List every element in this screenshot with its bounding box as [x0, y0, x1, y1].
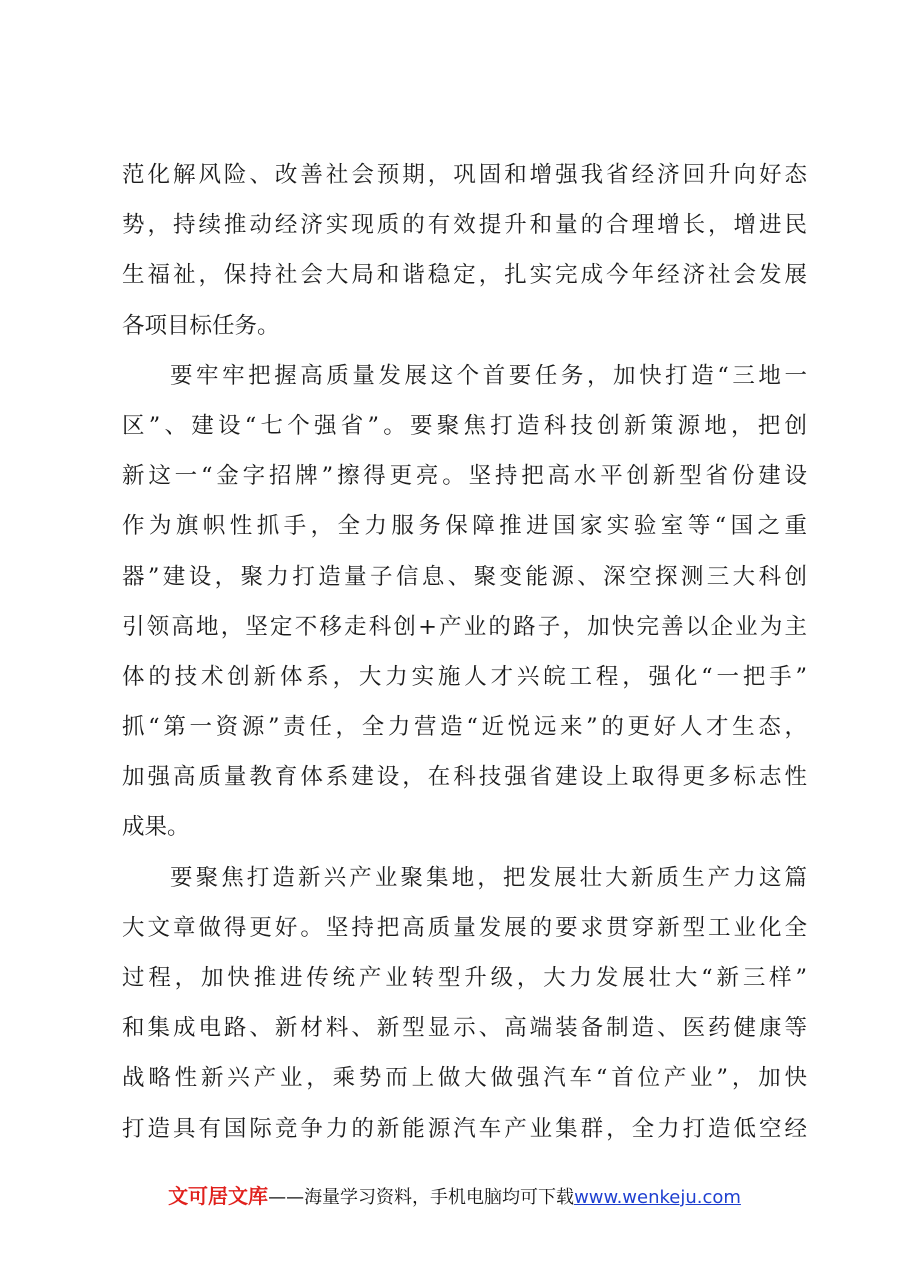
- paragraph-start-line: 要聚焦打造新兴产业聚集地，把发展壮大新质生产力这篇: [170, 864, 807, 891]
- text-line: 大文章做得更好。坚持把高质量发展的要求贯穿新型工业化全: [122, 914, 807, 941]
- text-line: 过程，加快推进传统产业转型升级，大力发展壮大“新三样”: [122, 965, 807, 991]
- footer-slogan: ——海量学习资料，手机电脑均可下载: [268, 1187, 575, 1208]
- text-line: 抓“第一资源”责任，全力营造“近悦远来”的更好人才生态，: [122, 714, 807, 741]
- text-line: 新这一“金字招牌”擦得更亮。坚持把高水平创新型省份建设: [122, 463, 807, 490]
- paragraph-start-line: 要牢牢把握高质量发展这个首要任务，加快打造“三地一: [170, 362, 807, 389]
- text-line: 引领高地，坚定不移走科创+产业的路子，加快完善以企业为主: [122, 613, 807, 640]
- text-line: 各项目标任务。: [122, 312, 280, 339]
- brand-name: 文可居文库: [168, 1184, 269, 1208]
- text-line: 成果。: [122, 814, 190, 841]
- text-line: 打造具有国际竞争力的新能源汽车产业集群，全力打造低空经: [122, 1115, 807, 1142]
- text-line: 战略性新兴产业，乘势而上做大做强汽车“首位产业”，加快: [122, 1065, 807, 1092]
- document-body: [122, 150, 807, 1154]
- text-line: 加强高质量教育体系建设，在科技强省建设上取得更多标志性: [122, 764, 807, 791]
- text-line: 势，持续推动经济实现质的有效提升和量的合理增长，增进民: [122, 212, 807, 239]
- text-line: 作为旗帜性抓手，全力服务保障推进国家实验室等“国之重: [122, 513, 807, 540]
- text-line: 范化解风险、改善社会预期，巩固和增强我省经济回升向好态: [122, 162, 807, 188]
- website-link[interactable]: www.wenkeju.com: [574, 1187, 741, 1208]
- footer-banner: [0, 1180, 909, 1209]
- text-line: 生福祉，保持社会大局和谐稳定，扎实完成今年经济社会发展: [122, 262, 807, 289]
- text-line: 器”建设，聚力打造量子信息、聚变能源、深空探测三大科创: [122, 563, 807, 590]
- text-line: 区”、建设“七个强省”。要聚焦打造科技创新策源地，把创: [122, 412, 807, 439]
- text-line: 体的技术创新体系，大力实施人才兴皖工程，强化“一把手”: [122, 663, 807, 690]
- text-line: 和集成电路、新材料、新型显示、高端装备制造、医药健康等: [122, 1015, 807, 1042]
